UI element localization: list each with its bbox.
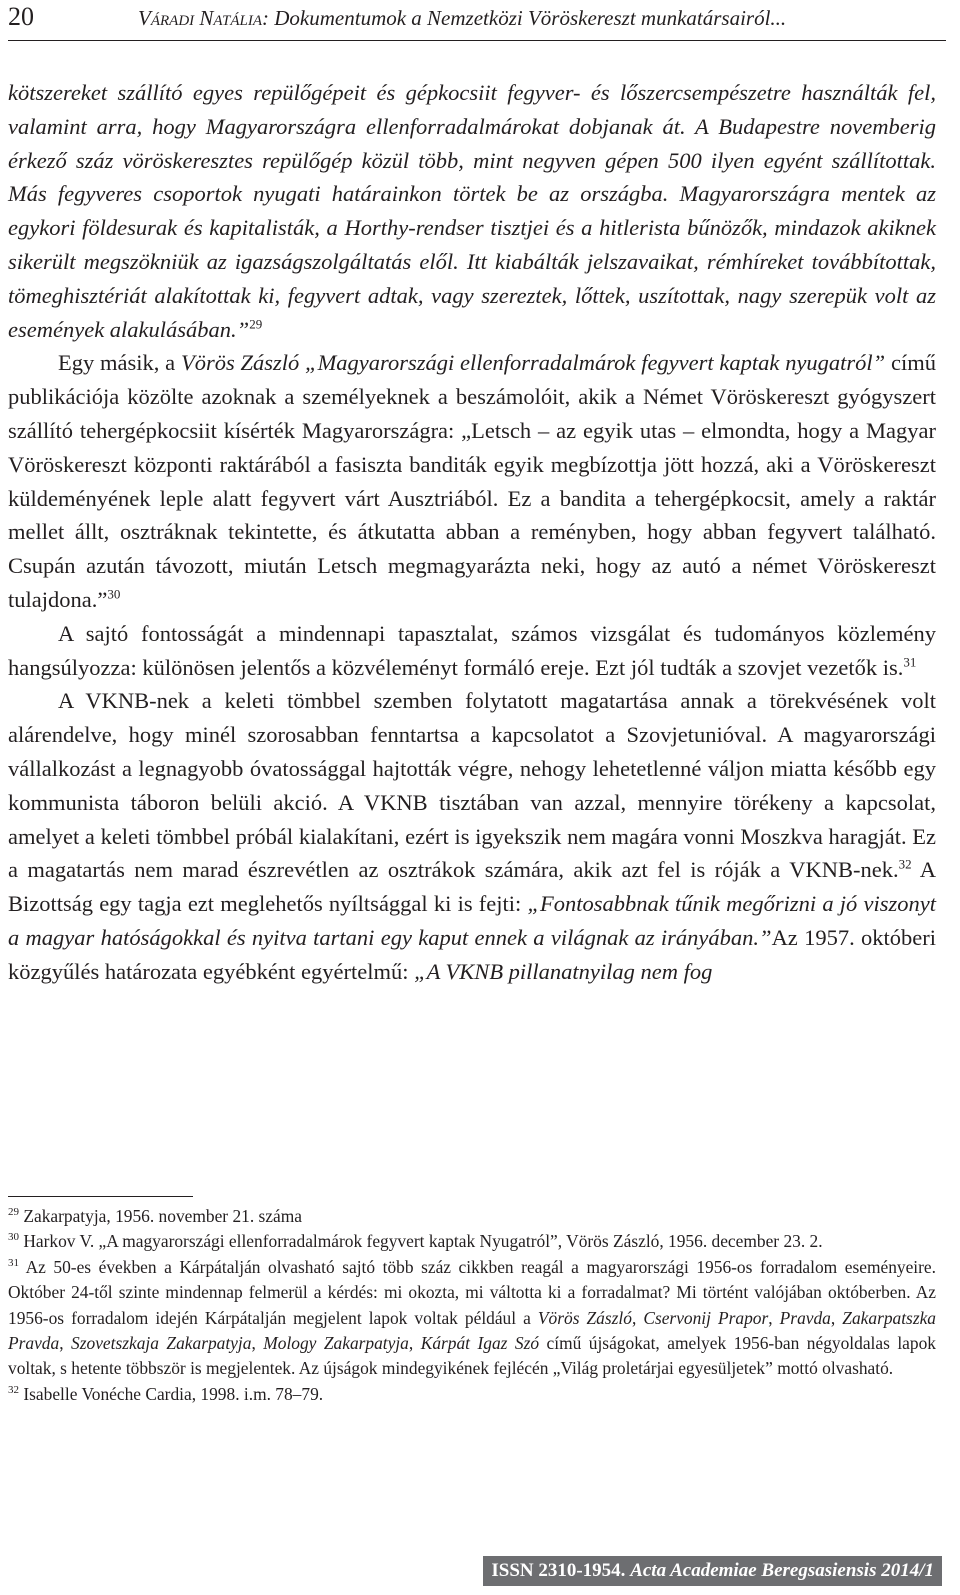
- footnote-ref-31: 31: [903, 654, 917, 670]
- page-number: 20: [8, 2, 34, 31]
- paragraph-1: [8, 76, 936, 346]
- footnote-32: [8, 1382, 936, 1407]
- paragraph-4: [8, 684, 936, 988]
- paragraph-3-text: A sajtó fontosságát a mindennapi tapasztalat, számos vizsgálat és tudományos közlemény hangsúlyozza: különösen jelentős a közvéleményt formáló ereje. Ezt jól tudták a szovjet vezetők is.: [8, 620, 936, 680]
- paragraph-4-continued: A Bizottság egy tagja ezt meglehetős nyíltsággal ki is fejti:: [8, 857, 936, 917]
- footnote-29: [8, 1204, 936, 1229]
- newspaper-title: Zakarpatszka Pravda: [8, 1307, 937, 1354]
- separator: ,: [768, 1307, 780, 1328]
- footnote-number: 29: [8, 1206, 19, 1219]
- paragraph-2: [8, 346, 936, 616]
- footnote-number: 32: [8, 1384, 19, 1397]
- footnote-ref-32: 32: [898, 856, 912, 872]
- separator: ,: [251, 1333, 264, 1354]
- footnote-rule: [8, 1196, 193, 1197]
- journal-footer: [483, 1556, 942, 1586]
- footnote-ref-30: 30: [107, 586, 121, 602]
- paragraph-3: [8, 617, 936, 685]
- footnote-text: Isabelle Vonéche Cardia, 1998. i.m. 78–79.: [19, 1383, 324, 1404]
- footnote-number: 31: [8, 1257, 19, 1270]
- separator: ,: [830, 1307, 843, 1328]
- running-title: [138, 6, 786, 31]
- committee-quote: „Fontosabbnak tűnik megőrizni a jó viszonyt a magyar hatóságokkal és nyitva tartani egy kaput ennek a világnak az irányában.”: [8, 891, 936, 950]
- newspaper-title: Mology Zakarpatyja: [263, 1333, 409, 1354]
- separator: ,: [59, 1333, 72, 1354]
- issn: ISSN 2310-1954.: [491, 1560, 631, 1581]
- newspaper-title: Kárpát Igaz Szó: [420, 1333, 540, 1354]
- footnote-number: 30: [8, 1231, 19, 1244]
- quoted-text: kötszereket szállító egyes repülőgépeit és gépkocsiit fegyver- és lőszercsempészetre használták fel, valamint arra, hogy Magyarországra ellenforradalmárokat dobjanak át. A Budapestre novemberig érkező száz vöröskeresztes repülőgép közül több, mint negyven gépen 500 ilyen egyént szállítottak. Más fegyveres csoportok nyugati határainkon törtek be az országba. Magyarországra mentek az egykori földesurak és kapitalisták, a Horthy-rendser tisztjei és a hitlerista bűnözők, mindazok akiknek sikerült megszökniük az igazságszolgáltatás elől. Itt kiabálták jelszavaikat, rémhíreket továbbítottak, tömeghisztériát alakítottak ki, fegyvert adtak, vagy szereztek, lőttek, uszítottak, nagy szerepük volt az események alakulásában.”: [8, 80, 936, 342]
- footnote-text: Harkov V. „A magyarországi ellenforradalmárok fegyvert kaptak Nyugatról”, Vörös Zászló, 1956. december 23. 2.: [19, 1231, 823, 1252]
- footnote-text: Az 50-es években a Kárpátalján olvasható sajtó több száz cikkben reagál a magyarországi 1956-os forradalom eseményeire. Október 24-től szinte mindennap felmerül a kérdés: mi okozta, mi váltotta ki a forradalmat? Mi történt valójában októberben. Az 1956-os forradalom idején Kárpátalján megjelent lapok voltak például a: [8, 1256, 936, 1328]
- footnote-text: Zakarpatyja, 1956. november 21. száma: [19, 1206, 302, 1226]
- separator: ,: [408, 1333, 421, 1354]
- newspaper-title: Szovetszkaja Zakarpatyja: [71, 1333, 252, 1354]
- assembly-quote: „A VKNB pillanatnyilag nem fog: [414, 958, 713, 984]
- main-text: [8, 76, 936, 989]
- paragraph-4-text: A VKNB-nek a keleti tömbbel szemben folytatott magatartása annak a törekvésének volt alárendelve, hogy minél szorosabban fenntartsa a kapcsolatot a Szovjetunióval. A magyarországi vállalkozást a legnagyobb óvatossággal hajtották végre, nehogy lehetetlenné váljon miatta később egy kommunista táboron belüli akció. A VKNB tisztában van azzal, mennyire törékeny a kapcsolat, amelyet a keleti tömbbel próbál kialakítani, ezért is igyekszik nem magára vonni Moszkva haragját. Ez a magatartás nem marad észrevétlen az osztrákok számára, akik azt fel is róják a VKNB-nek.: [8, 688, 936, 883]
- separator: ,: [631, 1307, 644, 1328]
- paragraph-2-lead: Egy másik, a: [58, 350, 181, 376]
- running-header: [8, 0, 948, 44]
- newspaper-title: Vörös Zászló: [537, 1307, 632, 1328]
- footnote-ref-29: 29: [249, 316, 263, 332]
- header-rule: [8, 40, 946, 41]
- newspaper-title: Cservonij Prapor: [643, 1307, 769, 1328]
- journal-title: Acta Academiae Beregsasiensis 2014/1: [630, 1560, 934, 1581]
- footnote-text-continued: című újságokat, amelyek 1956-ban négyoldalas lapok voltak, s hetente többször is megjelentek. Az újságok mindegyikének fejlécén „Világ proletárjai egyesüljetek” mottó olvasható.: [8, 1333, 936, 1379]
- paragraph-4-tail: Az 1957. októberi közgyűlés határozata egyébként egyértelmű:: [8, 924, 936, 984]
- paragraph-2-text: című publikációja közölte azoknak a személyeknek a beszámolóit, akik a Német Vöröskereszt gyógyszert szállító tehergépkocsiit kísérték Magyarországra: „Letsch – az egyik utas – elmondta, hogy a Magyar Vöröskereszt központi raktárából a fasiszta banditák egyik megbízottja jött hozzá, aki a Vöröskereszt küldeményének leple alatt fegyvert várt Ausztriából. Ez a bandita a tehergépkocsit, amely a raktár mellet állt, osztráknak tekintette, és átkutatta abban a reményben, hogy abban fegyvert található. Csupán azután távozott, miután Letsch megmagyarázta neki, hogy az autó a német Vöröskereszt tulajdona.”: [8, 350, 936, 612]
- running-title-text: : Dokumentumok a Nemzetközi Vöröskereszt munkatársairól...: [262, 6, 787, 30]
- running-title-author: Váradi Natália: [138, 6, 263, 30]
- footnote-31: [8, 1255, 936, 1382]
- newspaper-title: Pravda: [779, 1307, 831, 1328]
- footnotes: [8, 1204, 936, 1407]
- footnote-30: [8, 1229, 936, 1254]
- publication-title: Vörös Zászló „Magyarországi ellenforradalmárok fegyvert kaptak nyugatról”: [180, 350, 886, 376]
